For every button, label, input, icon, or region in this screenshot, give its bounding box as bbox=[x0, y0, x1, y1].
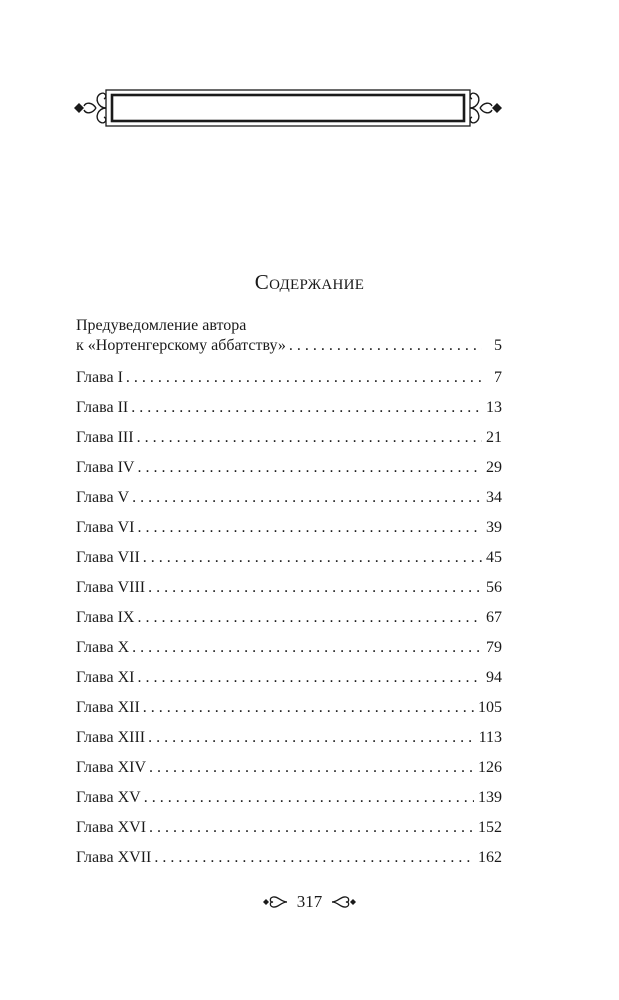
toc-entry-label: Глава V bbox=[76, 489, 130, 506]
toc-entry-chapter[interactable] bbox=[76, 458, 502, 478]
dot-leader bbox=[132, 638, 482, 658]
toc-entry-page-number: 94 bbox=[486, 669, 502, 686]
toc-entry-page-number: 139 bbox=[478, 789, 502, 806]
dot-leader bbox=[149, 818, 474, 838]
dot-leader bbox=[137, 458, 482, 478]
toc-entry-preface-line1: Предуведомление автора bbox=[76, 317, 247, 334]
toc-entry-label: Глава VII bbox=[76, 549, 140, 566]
toc-entry-chapter[interactable] bbox=[76, 488, 502, 508]
toc-entry-chapter[interactable] bbox=[76, 788, 502, 808]
toc-entry-chapter[interactable] bbox=[76, 848, 502, 868]
dot-leader bbox=[149, 758, 474, 778]
toc-entry-label: Глава XI bbox=[76, 669, 135, 686]
toc-entry-label: Глава XIII bbox=[76, 729, 146, 746]
dot-leader bbox=[137, 608, 482, 628]
toc-entry-chapter[interactable] bbox=[76, 758, 502, 778]
dot-leader bbox=[137, 518, 482, 538]
toc-entry-page-number: 13 bbox=[486, 399, 502, 416]
toc-entry-label: Глава X bbox=[76, 639, 130, 656]
dot-leader bbox=[154, 848, 474, 868]
toc-title: Содержание bbox=[254, 270, 365, 294]
dot-leader bbox=[143, 548, 482, 568]
dot-leader bbox=[137, 668, 482, 688]
toc-entry-chapter[interactable] bbox=[76, 578, 502, 598]
dot-leader bbox=[143, 698, 474, 718]
toc-entry-page-number: 34 bbox=[486, 489, 502, 506]
toc-entry-chapter[interactable] bbox=[76, 818, 502, 838]
toc-entry-label: Глава VI bbox=[76, 519, 135, 536]
toc-entry-page-number: 67 bbox=[486, 609, 502, 626]
toc-entry-page-number: 113 bbox=[478, 729, 502, 746]
page-number: 317 bbox=[296, 892, 323, 911]
toc-entry-label: Глава VIII bbox=[76, 579, 146, 596]
toc-entry-preface[interactable] bbox=[76, 316, 502, 356]
toc-entry-page-number: 45 bbox=[486, 549, 502, 566]
dot-leader bbox=[131, 398, 482, 418]
toc-entry-label: Глава XIV bbox=[76, 759, 147, 776]
toc-entry-chapter[interactable] bbox=[76, 638, 502, 658]
toc-entry-chapter[interactable] bbox=[76, 668, 502, 688]
toc-entry-page-number: 79 bbox=[486, 639, 502, 656]
toc-entry-chapter[interactable] bbox=[76, 698, 502, 718]
toc-entry-label: Глава III bbox=[76, 429, 134, 446]
toc-entry-label: Глава I bbox=[76, 369, 123, 386]
right-flourish-icon bbox=[330, 893, 358, 911]
dot-leader bbox=[126, 368, 482, 388]
toc-entry-label: Глава XVII bbox=[76, 849, 152, 866]
toc-entry-chapter[interactable] bbox=[76, 548, 502, 568]
toc-entry-preface-line2: к «Нортенгерскому аббатству» bbox=[76, 337, 286, 354]
toc-entry-page-number: 126 bbox=[478, 759, 502, 776]
dot-leader bbox=[148, 578, 482, 598]
dot-leader bbox=[144, 788, 474, 808]
toc-entry-label: Глава II bbox=[76, 399, 129, 416]
dot-leader bbox=[148, 728, 474, 748]
toc-entry-page-number: 29 bbox=[486, 459, 502, 476]
toc-entry-label: Глава XV bbox=[76, 789, 141, 806]
left-flourish-icon bbox=[261, 893, 289, 911]
toc-entry-page-number: 5 bbox=[494, 337, 502, 354]
toc-entry-page-number: 162 bbox=[478, 849, 502, 866]
toc-entry-page-number: 7 bbox=[494, 369, 502, 386]
page-footer bbox=[0, 892, 619, 912]
dot-leader bbox=[137, 428, 482, 448]
toc-entry-chapter[interactable] bbox=[76, 428, 502, 448]
toc-entry-page-number: 39 bbox=[486, 519, 502, 536]
toc-entry-page-number: 56 bbox=[486, 579, 502, 596]
toc-entry-page-number: 152 bbox=[478, 819, 502, 836]
toc-entry-page-number: 105 bbox=[478, 699, 502, 716]
header-ornament-frame bbox=[72, 84, 504, 132]
toc-entry-label: Глава IX bbox=[76, 609, 135, 626]
toc-entry-label: Глава IV bbox=[76, 459, 135, 476]
toc-entry-label: Глава XII bbox=[76, 699, 140, 716]
toc-entry-chapter[interactable] bbox=[76, 368, 502, 388]
toc-entry-chapter[interactable] bbox=[76, 398, 502, 418]
toc-entry-chapter[interactable] bbox=[76, 728, 502, 748]
dot-leader bbox=[289, 336, 482, 356]
toc-entry-chapter[interactable] bbox=[76, 518, 502, 538]
toc-entry-page-number: 21 bbox=[486, 429, 502, 446]
toc-entry-label: Глава XVI bbox=[76, 819, 147, 836]
toc-entry-chapter[interactable] bbox=[76, 608, 502, 628]
dot-leader bbox=[132, 488, 482, 508]
